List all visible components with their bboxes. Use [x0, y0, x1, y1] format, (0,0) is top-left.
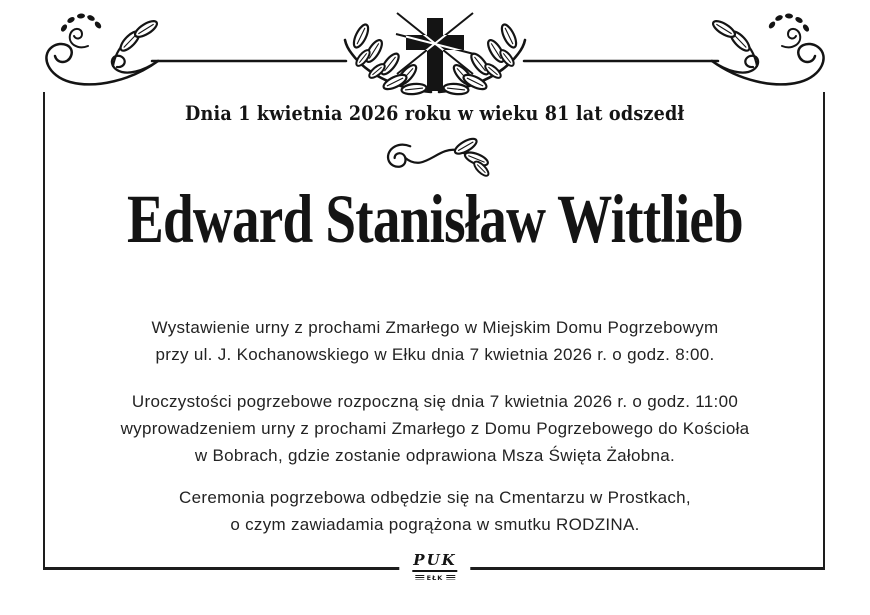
- paragraph-urn-viewing: [0, 314, 870, 368]
- funeral-home-logo: [399, 551, 470, 582]
- paragraph-line: Ceremonia pogrzebowa odbędzie się na Cmentarzu w Prostkach,: [179, 488, 691, 507]
- logo-bar-left-icon: [415, 575, 424, 580]
- corner-flourish-left-icon: [46, 13, 159, 84]
- paragraph-line: wyprowadzeniem urny z prochami Zmarłego z Domu Pogrzebowego do Kościoła: [120, 419, 750, 438]
- paragraph-line: Uroczystości pogrzebowe rozpoczną się dnia 7 kwietnia 2026 r. o godz. 11:00: [131, 392, 739, 411]
- paragraph-line: przy ul. J. Kochanowskiego w Ełku dnia 7 kwietnia 2026 r. o godz. 8:00.: [155, 345, 715, 364]
- deceased-name: [0, 183, 870, 255]
- corner-flourish-right-icon: [711, 13, 824, 84]
- laurel-branch-left-icon: [345, 23, 431, 96]
- leaf-divider-icon: [381, 134, 493, 178]
- paragraph-funeral-ceremony: [0, 388, 870, 469]
- date-line: [0, 101, 870, 125]
- logo-main-text: PUK: [412, 551, 457, 572]
- date-line-text: Dnia 1 kwietnia 2026 roku w wieku 81 lat odszedł: [185, 101, 685, 125]
- laurel-branch-right-icon: [439, 23, 525, 96]
- deceased-name-text: Edward Stanisław Wittlieb: [127, 181, 743, 257]
- logo-sub-text: EŁK: [426, 573, 444, 582]
- top-ornament: [0, 4, 870, 99]
- paragraph-line: w Bobrach, gdzie zostanie odprawiona Msza Święta Żałobna.: [194, 446, 676, 465]
- paragraph-line: o czym zawiadamia pogrążona w smutku RODZINA.: [230, 515, 640, 534]
- logo-sub-row: [412, 574, 457, 582]
- paragraph-line: Wystawienie urny z prochami Zmarłego w Miejskim Domu Pogrzebowym: [151, 318, 719, 337]
- logo-bar-right-icon: [446, 575, 455, 580]
- paragraph-burial-family: [0, 484, 870, 538]
